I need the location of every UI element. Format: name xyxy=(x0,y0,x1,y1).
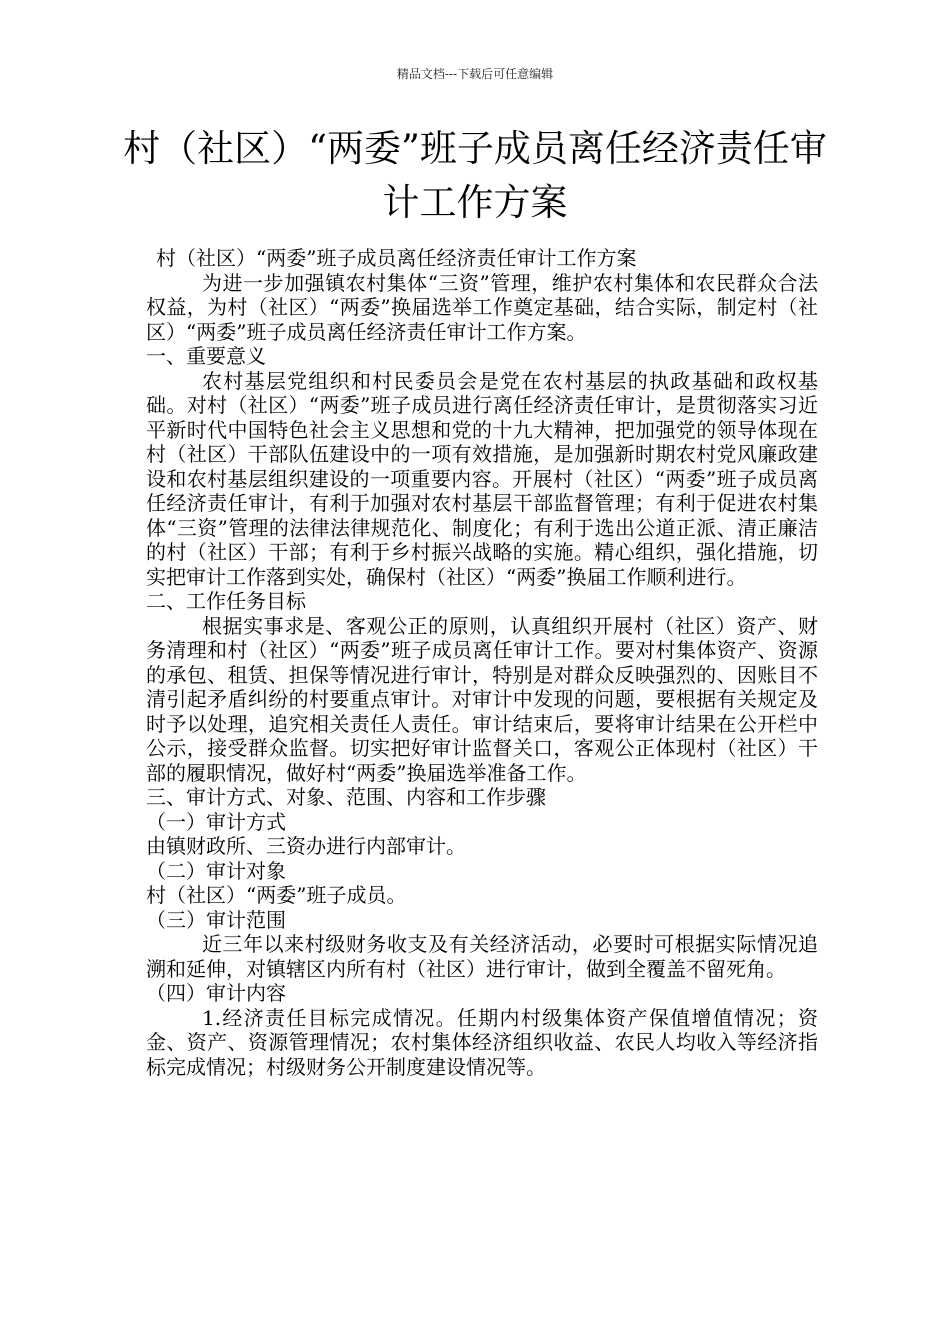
document-body xyxy=(146,246,818,1079)
section-2-heading: 二、工作任务目标 xyxy=(146,589,306,613)
subsection-4-heading: （四）审计内容 xyxy=(146,981,286,1005)
subsection-2-text: 村（社区）“两委”班子成员。 xyxy=(146,883,407,907)
section-1-paragraph: 农村基层党组织和村民委员会是党在农村基层的执政基础和政权基础。对村（社区）“两委”班子成员进行离任经济责任审计，是贯彻落实习近平新时代中国特色社会主义思想和党的十九大精神，把加强党的领导体现在村（社区）干部队伍建设中的一项有效措施，是加强新时期农村党风廉政建设和农村基层组织建设的一项重要内容。开展村（社区）“两委”班子成员离任经济责任审计，有利于加强对农村基层干部监督管理；有利于促进农村集体“三资”管理的法律法律规范化、制度化；有利于选出公道正派、清正廉洁的村（社区）干部；有利于乡村振兴战略的实施。精心组织，强化措施，切实把审计工作落到实处，确保村（社区）“两委”换届工作顺利进行。 xyxy=(146,368,818,589)
section-1-heading: 一、重要意义 xyxy=(146,344,266,368)
subsection-4-item-1: 1.经济责任目标完成情况。任期内村级集体资产保值增值情况；资金、资产、资源管理情况；农村集体经济组织收益、农民人均收入等经济指标完成情况；村级财务公开制度建设情况等。 xyxy=(146,1005,818,1079)
intro-paragraph: 为进一步加强镇农村集体“三资”管理，维护农村集体和农民群众合法权益，为村（社区）“两委”换届选举工作奠定基础，结合实际，制定村（社区）“两委”班子成员离任经济责任审计工作方案。 xyxy=(146,270,818,344)
subsection-3-paragraph: 近三年以来村级财务收支及有关经济活动，必要时可根据实际情况追溯和延伸，对镇辖区内所有村（社区）进行审计，做到全覆盖不留死角。 xyxy=(146,932,818,981)
page-header-note: 精品文档---下载后可任意编辑 xyxy=(396,67,554,81)
subsection-3-heading: （三）审计范围 xyxy=(146,907,286,932)
subsection-1-text: 由镇财政所、三资办进行内部审计。 xyxy=(146,834,466,858)
subsection-1-heading: （一）审计方式 xyxy=(146,809,286,834)
lead-line: 村（社区）“两委”班子成员离任经济责任审计工作方案 xyxy=(156,246,637,270)
document-title: 村（社区）“两委”班子成员离任经济责任审计工作方案 xyxy=(123,127,827,224)
section-3-heading: 三、审计方式、对象、范围、内容和工作步骤 xyxy=(146,785,546,809)
subsection-2-heading: （二）审计对象 xyxy=(146,858,286,883)
section-2-paragraph: 根据实事求是、客观公正的原则，认真组织开展村（社区）资产、财务清理和村（社区）“两委”班子成员离任审计工作。要对村集体资产、资源的承包、租赁、担保等情况进行审计，特别是对群众反映强烈的、因账目不清引起矛盾纠纷的村要重点审计。对审计中发现的问题，要根据有关规定及时予以处理，追究相关责任人责任。审计结束后，要将审计结果在公开栏中公示，接受群众监督。切实把好审计监督关口，客观公正体现村（社区）干部的履职情况，做好村“两委”换届选举准备工作。 xyxy=(146,613,818,785)
